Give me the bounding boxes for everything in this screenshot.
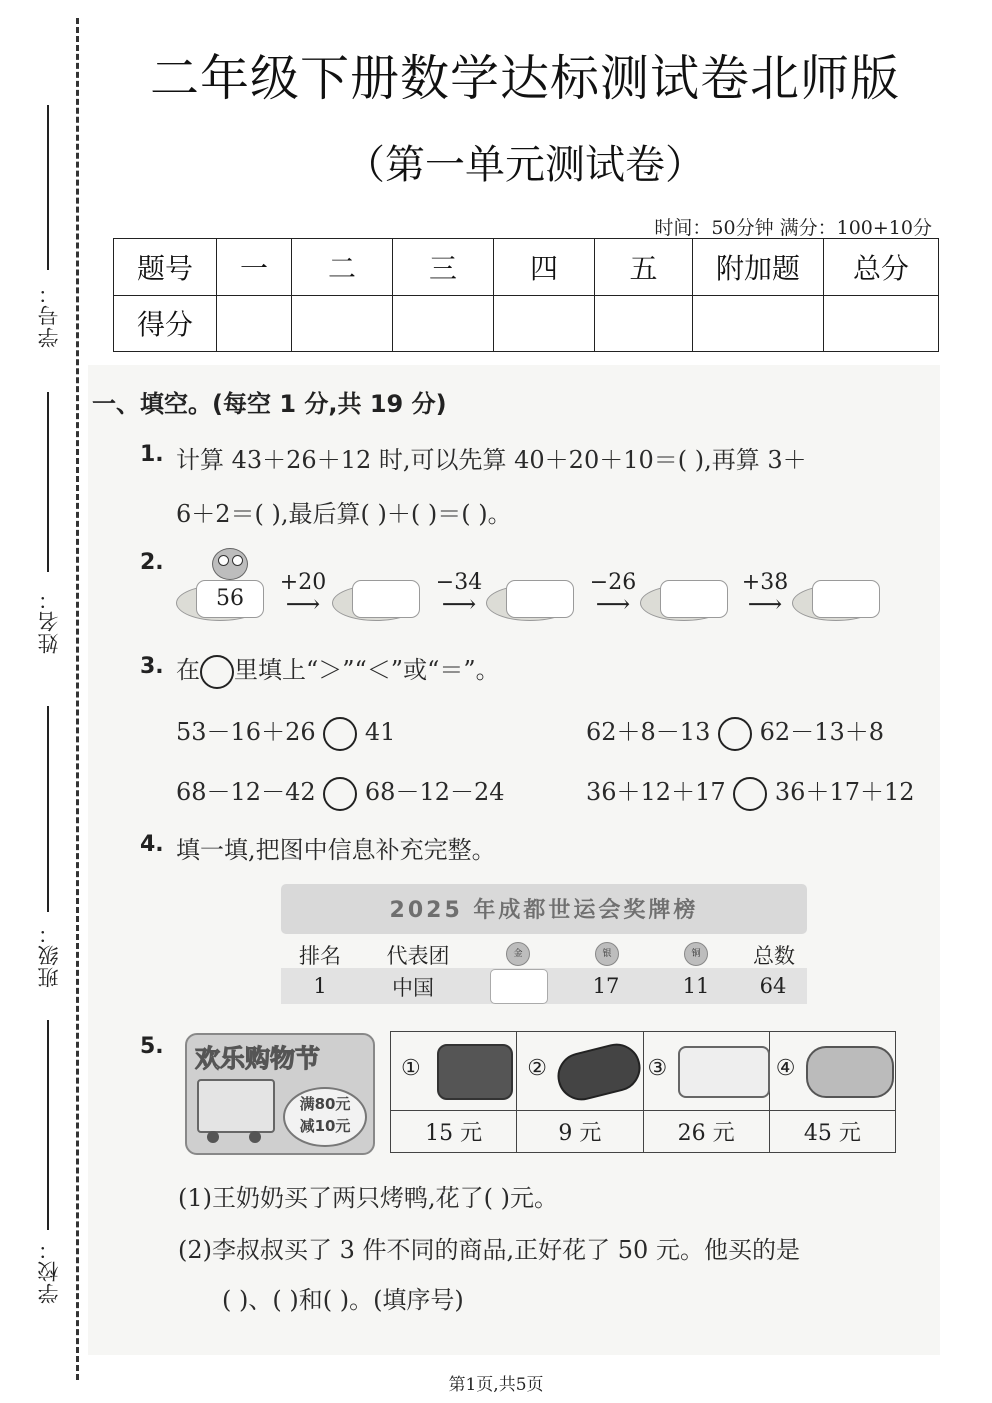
score-input-cell[interactable] [494, 295, 595, 352]
question-number: 4. [140, 832, 164, 857]
comparison-right: 41 [364, 718, 396, 746]
goods-image-row [391, 1032, 896, 1111]
board-bronze: 11 [682, 974, 710, 998]
board-col-header: 总数 [753, 944, 795, 968]
frog-icon [212, 548, 248, 580]
roast-duck-icon [806, 1046, 894, 1098]
chain-operator: −34 [435, 570, 483, 595]
student-id-label: 学号： [37, 282, 61, 348]
question-number: 5. [140, 1034, 164, 1059]
score-header-cell: 一 [217, 239, 292, 296]
name-line [47, 392, 49, 572]
arrow-right-icon: ⟶ [595, 590, 631, 618]
goods-number: ① [401, 1056, 421, 1081]
arrow-right-icon: ⟶ [441, 590, 477, 618]
bronze-medal-icon: 铜 [684, 942, 708, 966]
medal-board-title: 2025 年成都世运会奖牌榜 [389, 898, 699, 923]
goods-price: 45 元 [769, 1111, 895, 1153]
comparison-left: 68－12－42 [176, 778, 316, 806]
score-header-cell: 三 [393, 239, 494, 296]
egg-tray-icon [678, 1046, 770, 1098]
chain-operator: +20 [279, 570, 327, 595]
score-table-score-row [114, 295, 939, 352]
goods-table [390, 1031, 896, 1153]
comparison-right: 36＋17＋12 [774, 778, 915, 806]
deal-line: 减10元 [299, 1117, 351, 1135]
chain-answer-box[interactable] [506, 580, 574, 618]
goods-price: 15 元 [391, 1111, 517, 1153]
deal-line: 满80元 [299, 1095, 351, 1113]
q1-line2: 6＋2＝( ),最后算( )＋( )＝( )。 [176, 500, 512, 528]
section-title: 一、填空。(每空 1 分,共 19 分) [92, 390, 447, 418]
score-header-cell: 题号 [114, 239, 217, 296]
page-title: 二年级下册数学达标测试卷北师版 [149, 50, 900, 107]
silver-medal-icon: 银 [595, 942, 619, 966]
question-number: 2. [140, 550, 164, 575]
score-input-cell[interactable] [693, 295, 824, 352]
comparison-left: 62＋8－13 [586, 718, 711, 746]
chain-answer-box[interactable] [812, 580, 880, 618]
gold-count-input[interactable] [490, 969, 548, 1004]
promo-title: 欢乐购物节 [195, 1044, 321, 1073]
binding-dashed-line [76, 18, 79, 1380]
score-table [113, 238, 939, 352]
board-silver: 17 [592, 974, 620, 998]
board-col-header: 排名 [299, 944, 341, 968]
class-line [47, 706, 49, 912]
compare-circle[interactable] [323, 777, 357, 811]
goods-price: 9 元 [517, 1111, 643, 1153]
score-header-cell: 附加题 [693, 239, 824, 296]
arrow-right-icon: ⟶ [285, 590, 321, 618]
chain-answer-box[interactable] [660, 580, 728, 618]
discount-badge [283, 1087, 367, 1147]
score-header-cell: 总分 [824, 239, 939, 296]
eggplant-icon [553, 1039, 646, 1106]
goods-number: ③ [647, 1056, 668, 1081]
name-label: 姓名： [37, 588, 61, 654]
q5-sub2: (2)李叔叔买了 3 件不同的商品,正好花了 50 元。他买的是 [178, 1236, 800, 1264]
goods-cell [517, 1032, 643, 1111]
q3-prompt-part: 里填上“＞”“＜”或“＝”。 [234, 656, 500, 684]
board-col-header: 代表团 [386, 944, 450, 968]
q3-prompt-part: 在 [176, 656, 200, 684]
q1-line1: 计算 43＋26＋12 时,可以先算 40＋20＋10＝( ),再算 3＋ [176, 446, 807, 474]
school-label: 学校： [37, 1238, 61, 1304]
score-header-cell: 二 [292, 239, 393, 296]
score-header-cell: 四 [494, 239, 595, 296]
page-subtitle: （第一单元测试卷） [345, 142, 705, 188]
comparison-left: 36＋12＋17 [586, 778, 726, 806]
score-input-cell[interactable] [217, 295, 292, 352]
class-label: 班级： [37, 922, 61, 988]
tomato-tray-icon [437, 1044, 513, 1100]
comparison-item [176, 772, 505, 811]
comparison-item [176, 712, 395, 751]
compare-circle[interactable] [323, 717, 357, 751]
school-line [47, 1020, 49, 1230]
goods-number: ② [527, 1056, 547, 1081]
goods-price: 26 元 [643, 1111, 769, 1153]
goods-cell [643, 1032, 769, 1111]
compare-circle[interactable] [718, 717, 752, 751]
comparison-item [586, 712, 884, 751]
board-total: 64 [759, 974, 787, 998]
comparison-left: 53－16＋26 [176, 718, 316, 746]
chain-operator: −26 [589, 570, 637, 595]
chain-operator: +38 [741, 570, 789, 595]
score-input-cell[interactable] [595, 295, 693, 352]
exam-info: 时间：50分钟 满分：100+10分 [654, 217, 932, 239]
promo-banner [185, 1033, 375, 1155]
page-footer: 第1页,共5页 [448, 1375, 544, 1395]
q4-prompt: 填一填,把图中信息补充完整。 [176, 836, 496, 864]
goods-cell [391, 1032, 517, 1111]
goods-cell [769, 1032, 895, 1111]
q3-prompt [176, 650, 500, 689]
chain-answer-box[interactable] [352, 580, 420, 618]
circle-icon [200, 655, 234, 689]
goods-price-row [391, 1111, 896, 1153]
arrow-right-icon: ⟶ [747, 590, 783, 618]
comparison-item [586, 772, 915, 811]
score-input-cell[interactable] [824, 295, 939, 352]
gold-medal-icon: 金 [506, 942, 530, 966]
score-input-cell[interactable] [393, 295, 494, 352]
chain-start-value: 56 [196, 580, 264, 618]
board-team: 中国 [392, 976, 434, 1000]
comparison-right: 68－12－24 [364, 778, 505, 806]
board-rank: 1 [313, 974, 327, 998]
score-input-cell[interactable] [292, 295, 393, 352]
score-header-cell: 五 [595, 239, 693, 296]
question-number: 3. [140, 654, 164, 679]
student-id-line [47, 105, 49, 270]
score-table-header-row [114, 239, 939, 296]
question-number: 1. [140, 442, 164, 467]
shopping-cart-icon [197, 1079, 275, 1133]
comparison-right: 62－13＋8 [759, 718, 884, 746]
compare-circle[interactable] [733, 777, 767, 811]
q5-sub2-answer: ( )、( )和( )。(填序号) [222, 1286, 464, 1314]
score-row-label: 得分 [114, 295, 217, 352]
q5-sub1: (1)王奶奶买了两只烤鸭,花了( )元。 [178, 1184, 558, 1212]
goods-number: ④ [775, 1056, 796, 1081]
